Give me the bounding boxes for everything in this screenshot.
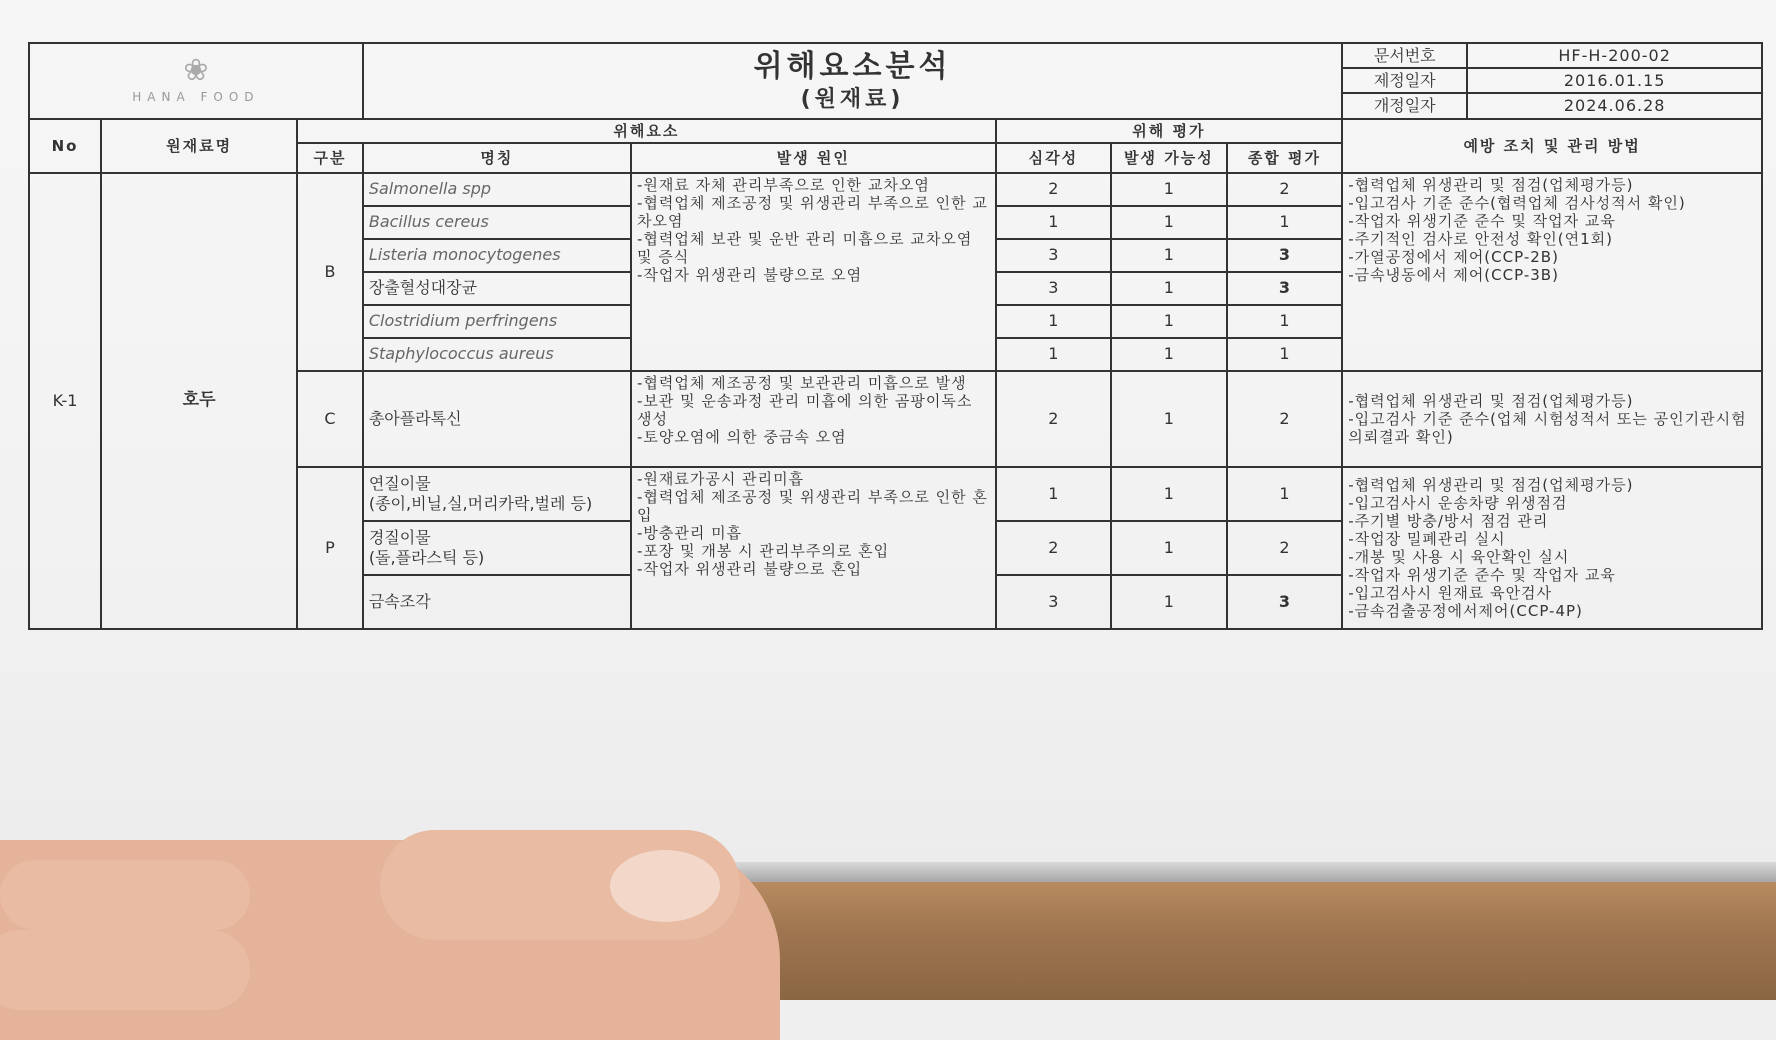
finger [0,930,250,1010]
category-b: B [297,173,363,371]
likelihood-value: 1 [1111,173,1227,206]
table-row [29,173,1762,206]
likelihood-value: 1 [1111,467,1227,521]
overall-value: 1 [1227,305,1343,338]
material-name: 호두 [101,173,297,629]
likelihood-value: 1 [1111,305,1227,338]
document-title-cell [363,43,1342,119]
hazard-name: 금속조각 [363,575,631,629]
meta-label: 문서번호 [1342,43,1467,68]
prevention-text: -협력업체 위생관리 및 점검(업체평가등) -입고검사 기준 준수(협력업체 검사성적서 확인) -작업자 위생기준 준수 및 작업자 교육 -주기적인 검사로 안전성 확인(연1회) -가열공정에서 제어(CCP-2B) -금속냉동에서 제어(CCP-3B) [1348,175,1686,284]
cause-text: -원재료가공시 관리미흡 -협력업체 제조공정 및 위생관리 부족으로 인한 혼입 -방충관리 미흡 -포장 및 개봉 시 관리부주의로 혼입 -작업자 위생관리 불량으로 혼입 [637,469,988,578]
overall-value: 3 [1227,272,1343,305]
likelihood-value: 1 [1111,371,1227,467]
severity-value: 1 [996,206,1112,239]
header-material: 원재료명 [101,119,297,173]
row-number: K-1 [29,173,101,629]
header-overall: 종합 평가 [1227,143,1343,173]
fingernail [610,850,720,922]
prevention-text: -협력업체 위생관리 및 점검(업체평가등) -입고검사 기준 준수(업체 시험성적서 또는 공인기관시험 의뢰결과 확인) [1348,391,1747,446]
document-subtitle: (원재료) [800,86,905,112]
hazard-cause-c [631,371,996,467]
hazard-name: 총아플라톡신 [363,371,631,467]
header-evaluation-group: 위해 평가 [996,119,1343,143]
severity-value: 3 [996,575,1112,629]
header-no: No [29,119,101,173]
hazard-cause-p [631,467,996,629]
header-name: 명칭 [363,143,631,173]
cause-text: -원재료 자체 관리부족으로 인한 교차오염 -협력업체 제조공정 및 위생관리 부족으로 인한 교차오염 -협력업체 보관 및 운반 관리 미흡으로 교차오염 및 증식 -작업자 위생관리 불량으로 오염 [637,175,988,284]
severity-value: 1 [996,338,1112,371]
overall-value: 1 [1227,467,1343,521]
header-hazard-group: 위해요소 [297,119,995,143]
likelihood-value: 1 [1111,206,1227,239]
severity-value: 2 [996,371,1112,467]
hazard-name: Listeria monocytogenes [363,239,631,272]
meta-value: HF-H-200-02 [1467,43,1762,68]
severity-value: 2 [996,521,1112,575]
hazard-cause-b [631,173,996,371]
header-cause: 발생 원인 [631,143,996,173]
prevention-text: -협력업체 위생관리 및 점검(업체평가등) -입고검사시 운송차량 위생점검 -주기별 방충/방서 점검 관리 -작업장 밀폐관리 실시 -개봉 및 사용 시 육안확인 실시 -작업자 위생기준 준수 및 작업자 교육 -입고검사시 원재료 육안검사 -금속검출공정에서제어(CCP-4P) [1348,475,1634,620]
finger [0,860,250,930]
likelihood-value: 1 [1111,338,1227,371]
prevention-b [1342,173,1762,371]
hazard-name: 장출혈성대장균 [363,272,631,305]
likelihood-value: 1 [1111,575,1227,629]
overall-value: 2 [1227,173,1343,206]
meta-value: 2024.06.28 [1467,93,1762,118]
hazard-name: Staphylococcus aureus [363,338,631,371]
severity-value: 1 [996,467,1112,521]
severity-value: 1 [996,305,1112,338]
cause-text: -협력업체 제조공정 및 보관관리 미흡으로 발생 -보관 및 운송과정 관리 미흡에 의한 곰팡이독소 생성 -토양오염에 의한 중금속 오염 [637,373,973,446]
likelihood-value: 1 [1111,239,1227,272]
severity-value: 3 [996,239,1112,272]
hazard-analysis-table [28,42,1763,630]
hazard-name: 연질이물 (종이,비닐,실,머리카락,벌레 등) [363,467,631,521]
overall-value: 2 [1227,521,1343,575]
hazard-name: Salmonella spp [363,173,631,206]
logo-text: HANA FOOD [132,90,260,105]
category-c: C [297,371,363,467]
logo-emblem-icon: ❀ [183,53,209,89]
document-title: 위해요소분석 [753,49,952,85]
meta-label: 제정일자 [1342,68,1467,93]
likelihood-value: 1 [1111,521,1227,575]
prevention-p [1342,467,1762,629]
hazard-name: Clostridium perfringens [363,305,631,338]
severity-value: 2 [996,173,1112,206]
hazard-name: Bacillus cereus [363,206,631,239]
overall-value: 3 [1227,575,1343,629]
header-likelihood: 발생 가능성 [1111,143,1227,173]
prevention-c [1342,371,1762,467]
hand [0,840,780,1040]
category-p: P [297,467,363,629]
company-logo [29,43,363,119]
severity-value: 3 [996,272,1112,305]
overall-value: 1 [1227,206,1343,239]
overall-value: 3 [1227,239,1343,272]
overall-value: 1 [1227,338,1343,371]
likelihood-value: 1 [1111,272,1227,305]
header-prevention: 예방 조치 및 관리 방법 [1342,119,1762,173]
header-severity: 심각성 [996,143,1112,173]
hazard-name: 경질이물 (돌,플라스틱 등) [363,521,631,575]
header-category: 구분 [297,143,363,173]
overall-value: 2 [1227,371,1343,467]
hazard-analysis-document [28,42,1763,620]
index-finger [380,830,740,940]
meta-label: 개정일자 [1342,93,1467,118]
meta-value: 2016.01.15 [1467,68,1762,93]
